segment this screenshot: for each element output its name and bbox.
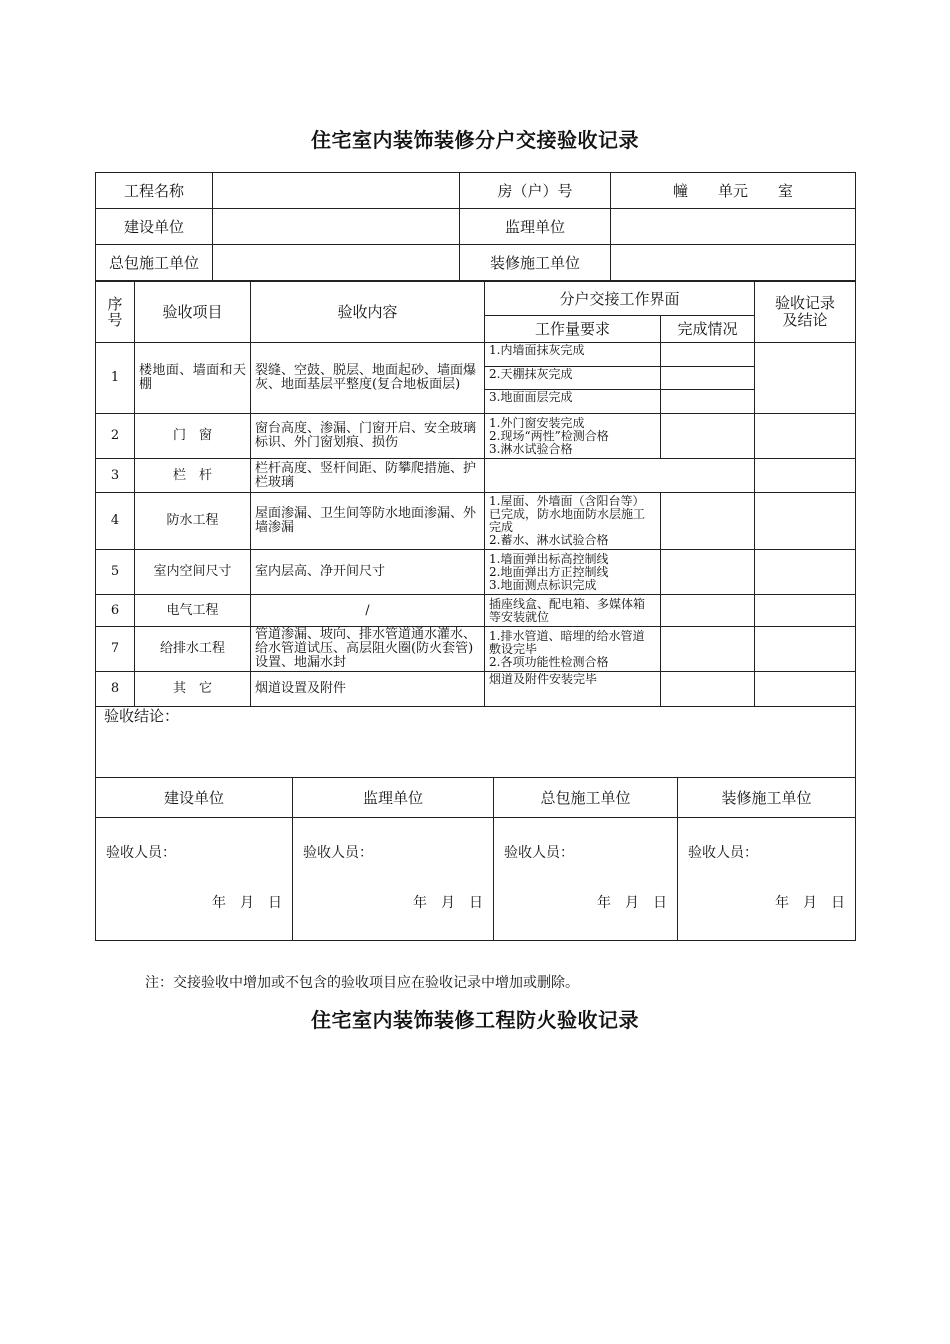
inspector-label: 验收人员： [106, 845, 176, 861]
supervisor-label: 监理单位 [460, 209, 611, 245]
row-item: 室内空间尺寸 [135, 550, 251, 595]
general-contractor-label: 总包施工单位 [96, 245, 213, 281]
date-label: 年 月 日 [775, 895, 845, 911]
row-requirement: 1.内墙面抹灰完成 [485, 343, 661, 367]
row-record-field[interactable] [755, 672, 856, 707]
row-status-field[interactable] [661, 550, 755, 595]
supervisor-field[interactable] [611, 209, 856, 245]
header-record: 验收记录 及结论 [755, 282, 856, 343]
row-record-field[interactable] [755, 493, 856, 550]
header-status: 完成情况 [661, 316, 755, 343]
header-interface: 分户交接工作界面 [485, 282, 755, 316]
date-label: 年 月 日 [597, 895, 667, 911]
row-content: 栏杆高度、竖杆间距、防攀爬措施、护栏玻璃 [251, 459, 485, 493]
sign-cell-decoration-contractor[interactable] [678, 818, 856, 941]
row-record-field[interactable] [755, 595, 856, 627]
row-record-field[interactable] [755, 459, 856, 493]
table-row [96, 627, 856, 672]
row-item: 栏 杆 [135, 459, 251, 493]
row-status-field[interactable] [661, 627, 755, 672]
row-requirement: 插座线盒、配电箱、多媒体箱等安装就位 [485, 595, 661, 627]
sign-cell-general-contractor[interactable] [494, 818, 678, 941]
row-item: 电气工程 [135, 595, 251, 627]
project-name-field[interactable] [213, 173, 460, 209]
row-content: 窗台高度、渗漏、门窗开启、安全玻璃标识、外门窗划痕、损伤 [251, 414, 485, 459]
row-requirement: 3.地面面层完成 [485, 390, 661, 414]
row-requirement: 1.墙面弹出标高控制线 2.地面弹出方正控制线 3.地面测点标识完成 [485, 550, 661, 595]
sign-col-supervisor: 监理单位 [293, 778, 494, 818]
inspector-label: 验收人员： [303, 845, 373, 861]
row-requirement: 烟道及附件安装完毕 [485, 672, 661, 707]
decoration-contractor-label: 装修施工单位 [460, 245, 611, 281]
row-record-field[interactable] [755, 343, 856, 414]
date-label: 年 月 日 [212, 895, 282, 911]
row-content: 裂缝、空鼓、脱层、地面起砂、墙面爆灰、地面基层平整度(复合地板面层) [251, 343, 485, 414]
header-seq: 序 号 [96, 282, 135, 343]
row-item: 其 它 [135, 672, 251, 707]
inspector-label: 验收人员： [688, 845, 758, 861]
sign-cell-builder[interactable] [96, 818, 293, 941]
row-seq: 2 [96, 414, 135, 459]
conclusion-field[interactable] [96, 707, 856, 778]
inspection-table [95, 281, 856, 778]
row-seq: 4 [96, 493, 135, 550]
row-status-field[interactable] [661, 672, 755, 707]
table-row [96, 595, 856, 627]
project-info-table [95, 172, 856, 281]
row-record-field[interactable] [755, 550, 856, 595]
builder-label: 建设单位 [96, 209, 213, 245]
row-requirement [485, 459, 755, 493]
row-seq: 8 [96, 672, 135, 707]
row-item: 门 窗 [135, 414, 251, 459]
room-number-label: 房（户）号 [460, 173, 611, 209]
page-title: 住宅室内装饰装修分户交接验收记录 [311, 128, 639, 152]
builder-field[interactable] [213, 209, 460, 245]
row-content: 烟道设置及附件 [251, 672, 485, 707]
date-label: 年 月 日 [413, 895, 483, 911]
row-item: 楼地面、墙面和天棚 [135, 343, 251, 414]
general-contractor-field[interactable] [213, 245, 460, 281]
table-row [96, 550, 856, 595]
row-status-field[interactable] [661, 595, 755, 627]
table-row [96, 672, 856, 707]
row-status-field[interactable] [661, 390, 755, 414]
row-content: 屋面渗漏、卫生间等防水地面渗漏、外墙渗漏 [251, 493, 485, 550]
row-requirement: 1.排水管道、暗埋的给水管道敷设完毕 2.各项功能性检测合格 [485, 627, 661, 672]
header-item: 验收项目 [135, 282, 251, 343]
footnote: 注：交接验收中增加或不包含的验收项目应在验收记录中增加或删除。 [145, 975, 579, 991]
header-requirement: 工作量要求 [485, 316, 661, 343]
row-item: 防水工程 [135, 493, 251, 550]
table-row [96, 459, 856, 493]
conclusion-label: 验收结论： [104, 707, 180, 725]
row-requirement: 1.外门窗安装完成 2.现场“两性”检测合格 3.淋水试验合格 [485, 414, 661, 459]
row-item: 给排水工程 [135, 627, 251, 672]
row-content: / [251, 595, 485, 627]
section-title: 住宅室内装饰装修工程防火验收记录 [311, 1008, 639, 1032]
row-record-field[interactable] [755, 414, 856, 459]
row-requirement: 1.屋面、外墙面（含阳台等）已完成，防水地面防水层施工完成 2.蓄水、淋水试验合格 [485, 493, 661, 550]
sign-cell-supervisor[interactable] [293, 818, 494, 941]
sign-col-builder: 建设单位 [96, 778, 293, 818]
row-requirement: 2.天棚抹灰完成 [485, 367, 661, 390]
row-seq: 5 [96, 550, 135, 595]
table-row [96, 493, 856, 550]
row-status-field[interactable] [661, 493, 755, 550]
row-seq: 3 [96, 459, 135, 493]
row-seq: 6 [96, 595, 135, 627]
row-record-field[interactable] [755, 627, 856, 672]
row-status-field[interactable] [661, 367, 755, 390]
header-content: 验收内容 [251, 282, 485, 343]
row-seq: 7 [96, 627, 135, 672]
row-content: 室内层高、净开间尺寸 [251, 550, 485, 595]
row-status-field[interactable] [661, 343, 755, 367]
table-row [96, 343, 856, 367]
row-seq: 1 [96, 343, 135, 414]
room-number-field[interactable]: 幢 单元 室 [611, 173, 856, 209]
project-name-label: 工程名称 [96, 173, 213, 209]
row-status-field[interactable] [661, 414, 755, 459]
inspector-label: 验收人员： [504, 845, 574, 861]
table-row [96, 414, 856, 459]
decoration-contractor-field[interactable] [611, 245, 856, 281]
signature-table [95, 777, 856, 941]
sign-col-general-contractor: 总包施工单位 [494, 778, 678, 818]
sign-col-decoration-contractor: 装修施工单位 [678, 778, 856, 818]
row-content: 管道渗漏、坡向、排水管道通水灌水、给水管道试压、高层阻火圈(防火套管)设置、地漏水封 [251, 627, 485, 672]
